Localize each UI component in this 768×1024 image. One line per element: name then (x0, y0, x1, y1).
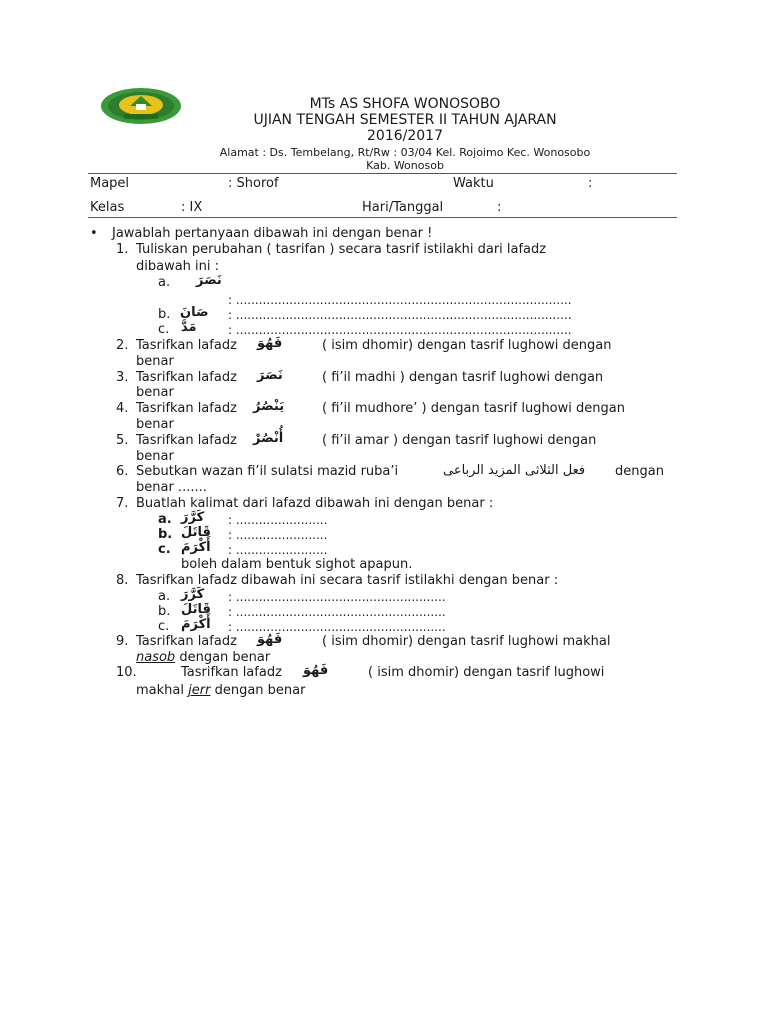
kelas-value: : IX (181, 200, 203, 215)
q8-text: Tasrifkan lafadz dibawah ini secara tasrif istilakhi dengan benar : (136, 573, 559, 588)
q5-suffix: ( fi’il amar ) dengan tasrif lughowi dengan (322, 433, 597, 448)
mapel-label: Mapel (90, 176, 130, 191)
q3-suffix: ( fi’il madhi ) dengan tasrif lughowi dengan (322, 370, 604, 385)
q8-item-a-arabic: كَرَّرَ (181, 587, 205, 602)
q10-arabic: فَهُوَ (303, 663, 329, 678)
school-address: Alamat : Ds. Tembelang, Rt/Rw : 03/04 Kel. Rojoimo Kec. Wonosobo (219, 146, 591, 159)
q7-item-c-dots: : ........................ (228, 543, 328, 557)
q4-number: 4. (116, 401, 129, 416)
q1-text-cont: dibawah ini : (136, 259, 220, 274)
q10-number: 10. (116, 665, 137, 680)
q9-number: 9. (116, 634, 129, 649)
info-divider (88, 217, 677, 218)
q1-item-a-letter: a. (158, 275, 171, 290)
waktu-value: : (588, 176, 593, 191)
waktu-label: Waktu (453, 176, 494, 191)
kelas-label: Kelas (90, 200, 125, 215)
q8-item-c-arabic: أَكْرَمَ (181, 617, 211, 632)
q8-number: 8. (116, 573, 129, 588)
q10-cont-text: dengan benar (214, 683, 306, 698)
q1-item-c-arabic: مَدَّ (181, 320, 197, 335)
q6-suffix: dengan (615, 464, 664, 479)
q2-number: 2. (116, 338, 129, 353)
q7-item-b-letter: b. (158, 527, 173, 542)
q9-continuation (136, 650, 270, 665)
q9-prefix: Tasrifkan lafadz (136, 634, 237, 649)
q1-text: Tuliskan perubahan ( tasrifan ) secara tasrif istilakhi dari lafadz (136, 242, 547, 257)
q3-arabic: نَصَرَ (257, 368, 283, 383)
q1-item-a-arabic: نَصَرَ (196, 273, 222, 288)
q7-item-b-arabic: قَاتَلَ (181, 525, 211, 540)
q1-item-a-dots: : ........................................................................................ (228, 293, 572, 307)
q1-number: 1. (116, 242, 129, 257)
q10-continuation (136, 683, 305, 698)
q7-item-a-dots: : ........................ (228, 513, 328, 527)
q8-item-b-dots: : ....................................................... (228, 605, 446, 619)
q6-continuation: benar ....... (136, 480, 207, 495)
q7-number: 7. (116, 496, 129, 511)
q10-prefix: Tasrifkan lafadz (181, 665, 282, 680)
q1-item-c-letter: c. (158, 322, 170, 337)
q6-arabic: فعل الثلاثى المزيد الرباعى (443, 463, 586, 478)
q9-cont-text: dengan benar (179, 650, 271, 665)
q4-arabic: يَنْصُرُ (253, 399, 285, 414)
q3-continuation: benar (136, 385, 174, 400)
q8-item-a-dots: : ....................................................... (228, 590, 446, 604)
instruction-text: Jawablah pertanyaan dibawah ini dengan benar ! (112, 226, 433, 241)
q4-continuation: benar (136, 417, 174, 432)
q6-prefix: Sebutkan wazan fi’il sulatsi mazid ruba’i (136, 464, 399, 479)
school-name: MTs AS SHOFA WONOSOBO (309, 96, 501, 112)
q8-item-a-letter: a. (158, 589, 171, 604)
q8-item-b-letter: b. (158, 604, 171, 619)
school-emblem-icon (100, 86, 182, 126)
q7-item-a-arabic: كَرَّرَ (181, 510, 205, 525)
q2-suffix: ( isim dhomir) dengan tasrif lughowi dengan (322, 338, 612, 353)
q5-continuation: benar (136, 449, 174, 464)
q2-arabic: فَهُوَ (257, 336, 283, 351)
q9-arabic: فَهُوَ (257, 632, 283, 647)
q1-item-c-dots: : ........................................................................................ (228, 323, 572, 337)
q1-item-b-dots: : ........................................................................................ (228, 308, 572, 322)
q7-item-b-dots: : ........................ (228, 528, 328, 542)
q7-note: boleh dalam bentuk sighot apapun. (181, 557, 413, 572)
q5-number: 5. (116, 433, 129, 448)
q8-item-b-arabic: قَاتَلَ (181, 602, 211, 617)
q10-cont-prefix: makhal (136, 683, 184, 698)
q3-number: 3. (116, 370, 129, 385)
q8-item-c-dots: : ....................................................... (228, 620, 446, 634)
q4-suffix: ( fi’il mudhore’ ) dengan tasrif lughowi dengan (322, 401, 625, 416)
q10-suffix: ( isim dhomir) dengan tasrif lughowi (368, 665, 605, 680)
q2-continuation: benar (136, 354, 174, 369)
q7-text: Buatlah kalimat dari lafazd dibawah ini dengan benar : (136, 496, 494, 511)
q2-prefix: Tasrifkan lafadz (136, 338, 237, 353)
q5-prefix: Tasrifkan lafadz (136, 433, 237, 448)
q6-number: 6. (116, 464, 129, 479)
q7-item-a-letter: a. (158, 512, 172, 527)
mapel-value: : Shorof (228, 176, 279, 191)
q1-item-b-letter: b. (158, 307, 171, 322)
exam-title: UJIAN TENGAH SEMESTER II TAHUN AJARAN (253, 112, 557, 128)
exam-year: 2016/2017 (367, 128, 443, 144)
q3-prefix: Tasrifkan lafadz (136, 370, 237, 385)
school-address-city: Kab. Wonosob (366, 159, 444, 172)
bullet-icon: • (90, 226, 98, 241)
q10-underlined: jerr (188, 683, 211, 698)
hari-value: : (497, 200, 502, 215)
q9-suffix: ( isim dhomir) dengan tasrif lughowi makhal (322, 634, 611, 649)
header-divider (88, 173, 677, 174)
q9-underlined: nasob (136, 650, 176, 665)
q8-item-c-letter: c. (158, 619, 170, 634)
hari-label: Hari/Tanggal (362, 200, 444, 215)
q4-prefix: Tasrifkan lafadz (136, 401, 237, 416)
q7-item-c-letter: c. (158, 542, 171, 557)
q5-arabic: أُنْصُرْ (253, 431, 284, 446)
q7-item-c-arabic: أَكْرَمَ (181, 540, 211, 555)
q1-item-b-arabic: صَانَ (180, 305, 209, 320)
